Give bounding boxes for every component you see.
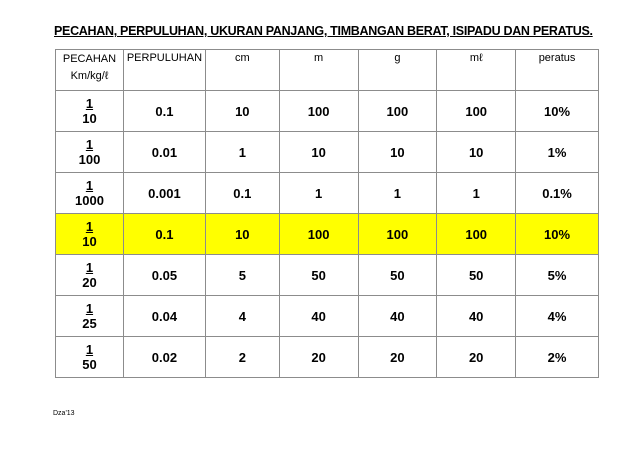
fraction-denominator: 100: [78, 152, 101, 167]
percent-cell: 4%: [516, 296, 599, 337]
m-cell: 100: [279, 91, 358, 132]
g-cell: 100: [358, 214, 437, 255]
header-pecahan: [56, 50, 124, 91]
fraction-cell: [56, 255, 124, 296]
m-cell: 1: [279, 173, 358, 214]
decimal-cell: 0.04: [123, 296, 205, 337]
decimal-cell: 0.1: [123, 91, 205, 132]
fraction-numerator: 1: [85, 178, 94, 193]
cm-cell: 0.1: [205, 173, 279, 214]
table-row: [56, 296, 599, 337]
ml-cell: 10: [437, 132, 516, 173]
g-cell: 50: [358, 255, 437, 296]
header-g: g: [358, 50, 437, 91]
g-cell: 1: [358, 173, 437, 214]
g-cell: 20: [358, 337, 437, 378]
table-row: [56, 91, 599, 132]
ml-cell: 40: [437, 296, 516, 337]
m-cell: 50: [279, 255, 358, 296]
decimal-cell: 0.1: [123, 214, 205, 255]
fraction-numerator: 1: [85, 219, 94, 234]
cm-cell: 10: [205, 214, 279, 255]
fraction-cell: [56, 214, 124, 255]
fraction-denominator: 20: [82, 275, 97, 290]
table-row-highlighted: [56, 214, 599, 255]
ml-cell: 20: [437, 337, 516, 378]
ml-cell: 100: [437, 91, 516, 132]
header-pecahan-line1: PECAHAN: [62, 53, 117, 65]
header-cm: cm: [205, 50, 279, 91]
header-peratus: peratus: [516, 50, 599, 91]
percent-cell: 10%: [516, 91, 599, 132]
percent-cell: 2%: [516, 337, 599, 378]
conversion-table: [55, 49, 599, 378]
percent-cell: 0.1%: [516, 173, 599, 214]
g-cell: 100: [358, 91, 437, 132]
header-perpuluhan: PERPULUHAN: [123, 50, 205, 91]
ml-cell: 100: [437, 214, 516, 255]
fraction-denominator: 10: [82, 234, 97, 249]
decimal-cell: 0.01: [123, 132, 205, 173]
cm-cell: 1: [205, 132, 279, 173]
decimal-cell: 0.02: [123, 337, 205, 378]
fraction-cell: [56, 132, 124, 173]
header-row: [56, 50, 599, 91]
fraction-numerator: 1: [85, 96, 94, 111]
g-cell: 40: [358, 296, 437, 337]
header-ml: mℓ: [437, 50, 516, 91]
cm-cell: 4: [205, 296, 279, 337]
fraction-numerator: 1: [85, 342, 94, 357]
footer-credit: Dza'13: [53, 410, 75, 417]
cm-cell: 2: [205, 337, 279, 378]
cm-cell: 10: [205, 91, 279, 132]
fraction-numerator: 1: [85, 137, 94, 152]
fraction-numerator: 1: [85, 301, 94, 316]
table-row: [56, 337, 599, 378]
g-cell: 10: [358, 132, 437, 173]
table-row: [56, 255, 599, 296]
cm-cell: 5: [205, 255, 279, 296]
decimal-cell: 0.001: [123, 173, 205, 214]
percent-cell: 10%: [516, 214, 599, 255]
header-m: m: [279, 50, 358, 91]
fraction-cell: [56, 173, 124, 214]
m-cell: 100: [279, 214, 358, 255]
decimal-cell: 0.05: [123, 255, 205, 296]
page-title: PECAHAN, PERPULUHAN, UKURAN PANJANG, TIMBANGAN BERAT, ISIPADU DAN PERATUS.: [54, 24, 593, 38]
ml-cell: 1: [437, 173, 516, 214]
table-row: [56, 132, 599, 173]
fraction-denominator: 10: [82, 111, 97, 126]
ml-cell: 50: [437, 255, 516, 296]
fraction-cell: [56, 296, 124, 337]
fraction-denominator: 1000: [75, 193, 104, 208]
percent-cell: 1%: [516, 132, 599, 173]
fraction-cell: [56, 337, 124, 378]
percent-cell: 5%: [516, 255, 599, 296]
m-cell: 10: [279, 132, 358, 173]
fraction-denominator: 50: [82, 357, 97, 372]
fraction-cell: [56, 91, 124, 132]
m-cell: 40: [279, 296, 358, 337]
table-row: [56, 173, 599, 214]
fraction-denominator: 25: [82, 316, 97, 331]
fraction-numerator: 1: [85, 260, 94, 275]
header-pecahan-line2: Km/kg/ℓ: [70, 70, 109, 82]
m-cell: 20: [279, 337, 358, 378]
